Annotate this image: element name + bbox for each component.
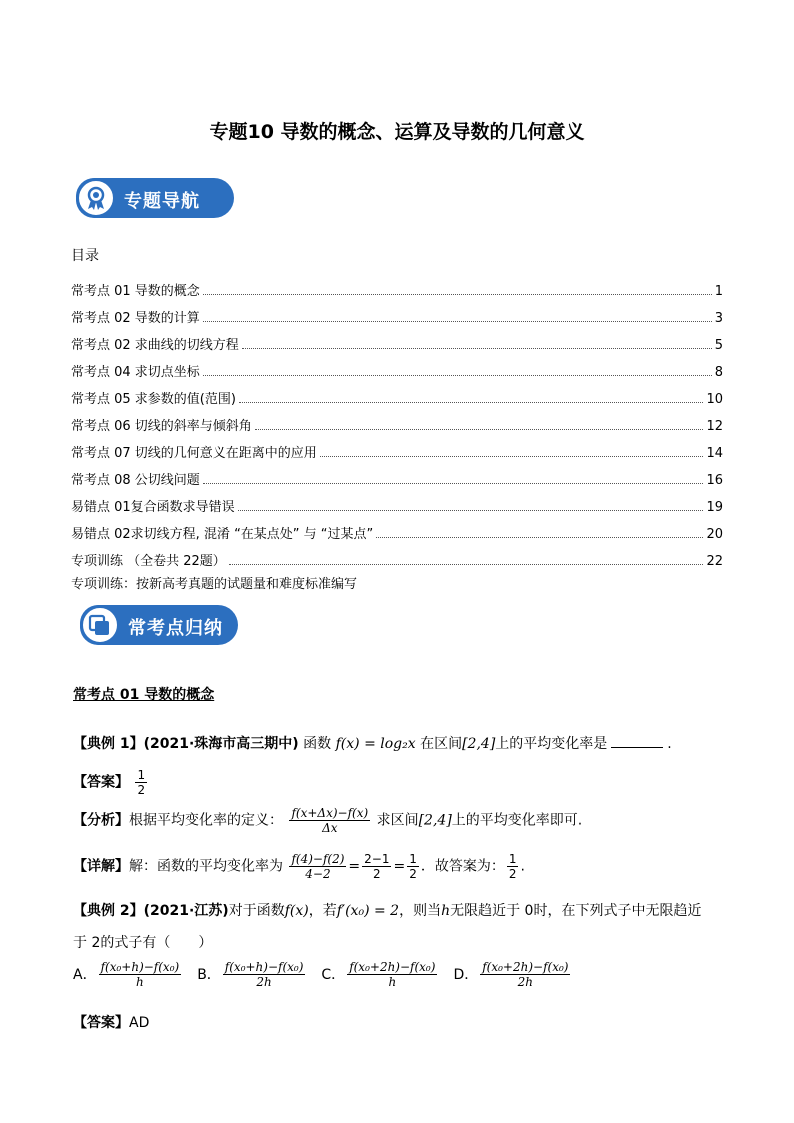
table-of-contents	[71, 272, 723, 569]
toc-item-label: 常考点 01 导数的概念	[71, 284, 200, 299]
banner-label: 常考点归纳	[128, 618, 223, 639]
options-row	[73, 960, 586, 989]
toc-item-label: 常考点 06 切线的斜率与倾斜角	[71, 419, 252, 434]
toc-item[interactable]	[71, 434, 723, 461]
toc-item-page: 1	[714, 284, 723, 299]
toc-item-label: 易错点 02求切线方程, 混淆 “在某点处” 与 “过某点”	[71, 527, 374, 542]
toc-item[interactable]	[71, 542, 723, 569]
toc-item[interactable]	[71, 515, 723, 542]
numerator: 1	[508, 852, 517, 866]
toc-leader-dots	[238, 510, 704, 511]
numerator: 1	[137, 768, 146, 782]
denominator: 2	[409, 867, 417, 881]
fraction	[223, 960, 306, 989]
denominator: 2h	[256, 975, 272, 989]
example-source: (2021·珠海市高三期中)	[143, 736, 299, 752]
toc-item[interactable]	[71, 272, 723, 299]
toc-item[interactable]	[71, 488, 723, 515]
toc-item-page: 14	[706, 446, 723, 461]
denominator: Δx	[322, 821, 338, 835]
option-c	[321, 960, 439, 989]
toc-leader-dots	[376, 537, 703, 538]
answer-tag: 【答案】	[73, 774, 129, 791]
example-text: ，若	[308, 903, 337, 919]
toc-item[interactable]	[71, 326, 723, 353]
interval: [2,4]	[418, 812, 452, 829]
toc-item-label: 常考点 05 求参数的值(范围)	[71, 392, 236, 407]
condition: f′(x₀) = 2	[336, 903, 400, 919]
toc-heading: 目录	[71, 248, 99, 264]
toc-item-label: 专项训练 （全卷共 22题）	[71, 554, 226, 569]
function-expression: f(x)	[284, 903, 309, 919]
option-a	[73, 960, 183, 989]
cards-icon	[80, 605, 120, 645]
fraction	[99, 960, 182, 989]
example-1	[73, 733, 672, 753]
example-text: 无限趋近于 0时，在下列式子中无限趋近	[450, 903, 702, 919]
denominator: h	[136, 975, 144, 989]
example-text: ，则当	[399, 903, 442, 919]
interval: [2,4]	[462, 736, 496, 752]
answer-text: AD	[129, 1015, 150, 1031]
denominator: 2	[372, 867, 381, 881]
numerator: f(x₀+h)−f(x₀)	[100, 960, 180, 974]
denominator: 4−2	[305, 867, 331, 881]
example-source: (2021·江苏)	[143, 903, 229, 919]
banner-label: 专题导航	[124, 191, 200, 212]
detail-text: ．故答案为：	[420, 858, 505, 875]
answer-blank	[611, 747, 663, 748]
toc-item-page: 5	[714, 338, 723, 353]
option-key: C．	[321, 966, 346, 983]
numerator: 1	[409, 852, 417, 866]
toc-item[interactable]	[71, 461, 723, 488]
function-expression: f(x) = log₂x	[335, 736, 416, 752]
toc-leader-dots	[203, 294, 712, 295]
numerator: f(x₀+2h)−f(x₀)	[482, 960, 569, 974]
toc-leader-dots	[255, 429, 704, 430]
toc-item[interactable]	[71, 380, 723, 407]
toc-item-label: 常考点 07 切线的几何意义在距离中的应用	[71, 446, 317, 461]
toc-item-page: 16	[706, 473, 723, 488]
toc-leader-dots	[242, 348, 712, 349]
page-title: 专题10 导数的概念、运算及导数的几何意义	[209, 121, 585, 143]
detail-text: 解：函数的平均变化率为	[129, 858, 283, 875]
numerator: 2−1	[364, 852, 390, 866]
option-key: B．	[197, 966, 221, 983]
variable-h: h	[441, 903, 451, 919]
toc-item[interactable]	[71, 299, 723, 326]
analysis-1	[73, 806, 582, 835]
analysis-tag: 【分析】	[73, 812, 129, 829]
toc-leader-dots	[203, 483, 704, 484]
toc-item-page: 8	[714, 365, 723, 380]
period: .	[667, 736, 672, 752]
fraction	[362, 852, 391, 881]
analysis-text: 上的平均变化率即可.	[451, 812, 583, 829]
numerator: f(4)−f(2)	[291, 852, 345, 866]
denominator: 2	[137, 783, 146, 797]
toc-item-page: 12	[706, 419, 723, 434]
example-tag: 【典例 1】	[73, 736, 144, 752]
example-text: 对于函数	[228, 903, 285, 919]
toc-item-page: 3	[714, 311, 723, 326]
fraction	[407, 852, 419, 881]
denominator: 2	[508, 867, 517, 881]
example-text: 上的平均变化率是	[495, 736, 608, 752]
toc-leader-dots	[203, 321, 712, 322]
analysis-text: 根据平均变化率的定义：	[129, 812, 283, 829]
toc-item-label: 常考点 02 求曲线的切线方程	[71, 338, 239, 353]
numerator: f(x+Δx)−f(x)	[291, 806, 369, 820]
option-key: A．	[73, 966, 97, 983]
example-2	[73, 900, 701, 920]
toc-item-page: 20	[706, 527, 723, 542]
toc-item[interactable]	[71, 407, 723, 434]
toc-item[interactable]	[71, 353, 723, 380]
analysis-text: 求区间	[376, 812, 419, 829]
award-icon	[76, 178, 116, 218]
option-key: D．	[453, 966, 479, 983]
fraction	[347, 960, 437, 989]
period: .	[520, 858, 525, 875]
toc-item-label: 易错点 01复合函数求导错误	[71, 500, 235, 515]
denominator: 2h	[517, 975, 534, 989]
fraction	[289, 806, 370, 835]
toc-extra-line: 专项训练：按新高考真题的试题量和难度标准编写	[71, 577, 358, 592]
toc-item-label: 常考点 02 导数的计算	[71, 311, 200, 326]
fraction	[135, 768, 147, 797]
section-banner-topics	[80, 605, 238, 645]
answer-1	[73, 768, 149, 797]
section-banner-navigation	[76, 178, 234, 218]
fraction	[480, 960, 570, 989]
toc-leader-dots	[239, 402, 704, 403]
toc-item-page: 22	[706, 554, 723, 569]
fraction	[507, 852, 519, 881]
example-tag: 【典例 2】	[73, 903, 144, 919]
toc-leader-dots	[203, 375, 712, 376]
fraction	[289, 852, 346, 881]
numerator: f(x₀+h)−f(x₀)	[224, 960, 304, 974]
numerator: f(x₀+2h)−f(x₀)	[349, 960, 436, 974]
example-2-line2: 于 2的式子有（ ）	[73, 935, 213, 951]
answer-tag: 【答案】	[73, 1015, 129, 1031]
toc-leader-dots	[229, 564, 704, 565]
option-b	[197, 960, 307, 989]
option-d	[453, 960, 572, 989]
denominator: h	[388, 975, 397, 989]
toc-item-page: 19	[706, 500, 723, 515]
answer-2	[73, 1012, 149, 1032]
detail-tag: 【详解】	[73, 858, 129, 875]
detail-1: 【详解】解：函数的平均变化率为 $\frac{f(4)-f(2)}{4-2}$ = $\frac{2-1}{2}$ = $\frac{1}{2}$ ．故答案为： $\frac{1}{2}$ .	[73, 852, 525, 881]
example-text: 在区间	[420, 736, 463, 752]
toc-item-label: 常考点 04 求切点坐标	[71, 365, 200, 380]
toc-leader-dots	[320, 456, 704, 457]
toc-item-label: 常考点 08 公切线问题	[71, 473, 200, 488]
toc-item-page: 10	[706, 392, 723, 407]
example-text: 函数	[303, 736, 332, 752]
section-heading: 常考点 01 导数的概念	[73, 687, 215, 703]
